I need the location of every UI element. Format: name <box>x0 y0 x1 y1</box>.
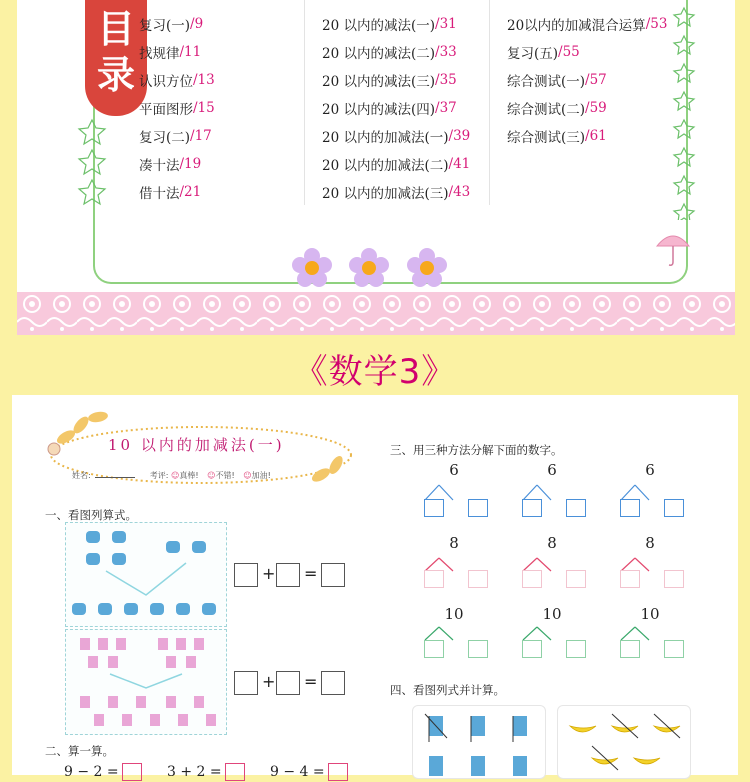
toc-item-page: /37 <box>435 100 457 116</box>
answer-box[interactable] <box>234 671 258 695</box>
calc-expression: 9 − 2 = <box>64 764 119 780</box>
toc-item[interactable] <box>139 122 215 150</box>
toc-item-page: /15 <box>193 100 215 116</box>
eval-label: 考评: <box>149 471 169 480</box>
decomposition-box[interactable] <box>522 499 542 517</box>
eval-option[interactable]: 不错! <box>215 471 235 480</box>
star-decoration-left <box>72 115 112 225</box>
card-picture <box>66 630 226 734</box>
toc-item-name: 复习(二) <box>139 130 191 146</box>
decomposition-box[interactable] <box>620 499 640 517</box>
equals-sign: = <box>304 564 318 583</box>
toc-item[interactable] <box>507 38 667 66</box>
toc-item-name: 平面图形 <box>139 102 193 118</box>
column-divider <box>489 0 490 205</box>
toc-item[interactable] <box>139 150 215 178</box>
toc-item[interactable] <box>322 94 470 122</box>
toc-item-page: /43 <box>448 184 471 200</box>
worksheet-page <box>12 395 738 780</box>
toc-column-1 <box>139 10 215 206</box>
toc-item[interactable] <box>139 94 215 122</box>
tree-number: 10 <box>542 605 562 623</box>
toc-item[interactable] <box>322 66 470 94</box>
answer-box[interactable] <box>321 563 345 587</box>
toc-item[interactable] <box>139 38 215 66</box>
toc-item[interactable] <box>322 178 470 206</box>
toc-item-name: 20 以内的加减法(二) <box>322 158 449 174</box>
decomposition-box[interactable] <box>566 640 586 658</box>
toc-item-page: /41 <box>448 156 471 172</box>
toc-item[interactable] <box>507 122 667 150</box>
lace-border <box>17 292 735 335</box>
calc-answer-box[interactable] <box>225 763 245 781</box>
tree-number: 8 <box>449 534 459 552</box>
toc-item-name: 20 以内的加减法(一) <box>322 130 449 146</box>
kettle-picture <box>66 523 226 626</box>
calc-item <box>270 763 348 781</box>
toc-item-name: 找规律 <box>139 46 180 62</box>
tree-number: 8 <box>645 534 655 552</box>
toc-item-name: 凑十法 <box>139 158 180 174</box>
tree-number: 10 <box>444 605 464 623</box>
decomposition-box[interactable] <box>522 640 542 658</box>
calc-item <box>64 763 142 781</box>
tree-number: 6 <box>547 461 557 479</box>
toc-item-name: 综合测试(二) <box>507 102 586 118</box>
toc-badge-char-1: 目 <box>96 7 135 51</box>
toc-item-page: /11 <box>179 44 202 60</box>
section-4-title: 四、看图列式并计算。 <box>390 683 505 697</box>
flower-icon <box>349 248 389 288</box>
toc-item-page: /61 <box>585 128 607 144</box>
calc-item <box>167 763 245 781</box>
answer-box[interactable] <box>276 671 300 695</box>
section-3-title: 三、用三种方法分解下面的数字。 <box>390 443 563 457</box>
toc-item[interactable] <box>139 178 215 206</box>
toc-badge <box>85 0 147 116</box>
toc-item[interactable] <box>139 10 215 38</box>
decomposition-box[interactable] <box>620 570 640 588</box>
decomposition-box[interactable] <box>664 499 684 517</box>
toc-item-page: /59 <box>585 100 607 116</box>
toc-item-name: 20以内的加减混合运算 <box>507 18 646 34</box>
toc-item-name: 20 以内的减法(四) <box>322 102 436 118</box>
decomposition-box[interactable] <box>424 499 444 517</box>
answer-box[interactable] <box>321 671 345 695</box>
picture-box-2 <box>65 629 227 735</box>
equals-sign: = <box>304 672 318 691</box>
name-label: 姓名: <box>72 471 91 480</box>
toc-item[interactable] <box>322 38 470 66</box>
tree-number: 10 <box>640 605 660 623</box>
toc-item-name: 复习(五) <box>507 46 559 62</box>
calc-expression: 3 + 2 = <box>167 764 222 780</box>
toc-item-page: /17 <box>190 128 212 144</box>
decomposition-box[interactable] <box>468 499 488 517</box>
toc-column-3 <box>507 10 667 150</box>
tree-number: 6 <box>449 461 459 479</box>
plus-sign: + <box>262 672 276 691</box>
eval-option[interactable]: 真棒! <box>179 471 199 480</box>
toc-item-page: /39 <box>448 128 471 144</box>
toc-item[interactable] <box>507 66 667 94</box>
star-decoration-right <box>669 0 699 220</box>
flower-icon <box>407 248 447 288</box>
book-title-banner: 《数学3》 <box>293 352 457 392</box>
toc-item[interactable] <box>322 150 470 178</box>
decomposition-box[interactable] <box>522 570 542 588</box>
picture-box-1 <box>65 522 227 627</box>
toc-item-page: /33 <box>435 44 457 60</box>
decomposition-box[interactable] <box>620 640 640 658</box>
toc-item[interactable] <box>507 10 667 38</box>
toc-column-2 <box>322 10 470 206</box>
plus-sign: + <box>262 564 276 583</box>
toc-badge-char-2: 录 <box>96 53 135 97</box>
lesson-meta: 姓名: 考评: ☺真棒! ☺不错! ☺加油! <box>72 471 271 480</box>
decomposition-box[interactable] <box>424 570 444 588</box>
toc-item[interactable] <box>322 10 470 38</box>
toc-item-name: 认识方位 <box>139 74 193 90</box>
toc-item-name: 综合测试(一) <box>507 74 586 90</box>
lesson-title: 10 以内的加减法(一) <box>108 436 285 454</box>
column-divider <box>304 0 305 205</box>
toc-item-name: 20 以内的减法(三) <box>322 74 436 90</box>
flower-icon <box>292 248 332 288</box>
decomposition-box[interactable] <box>664 640 684 658</box>
answer-box[interactable] <box>234 563 258 587</box>
decomposition-box[interactable] <box>424 640 444 658</box>
toc-item[interactable] <box>507 94 667 122</box>
banana-figure-box <box>557 705 691 779</box>
toc-card <box>17 0 735 335</box>
umbrella-icon <box>653 228 693 268</box>
calc-expression: 9 − 4 = <box>270 764 325 780</box>
calc-answer-box[interactable] <box>122 763 142 781</box>
eval-option[interactable]: 加油! <box>251 471 271 480</box>
decomposition-box[interactable] <box>566 570 586 588</box>
flag-picture <box>413 706 545 778</box>
toc-item-name: 20 以内的加减法(三) <box>322 186 449 202</box>
flag-figure-box <box>412 705 546 779</box>
toc-item-page: /31 <box>435 16 457 32</box>
toc-item-page: /55 <box>558 44 580 60</box>
banana-picture <box>558 706 690 778</box>
decomposition-box[interactable] <box>468 640 488 658</box>
toc-item-page: /9 <box>190 16 204 32</box>
toc-item-name: 20 以内的减法(二) <box>322 46 436 62</box>
toc-item-page: /57 <box>585 72 607 88</box>
toc-item[interactable] <box>322 122 470 150</box>
toc-item-name: 20 以内的减法(一) <box>322 18 436 34</box>
section-2-title: 二、算一算。 <box>45 744 114 758</box>
calc-answer-box[interactable] <box>328 763 348 781</box>
decomposition-box[interactable] <box>468 570 488 588</box>
toc-item-page: /13 <box>193 72 215 88</box>
toc-item-page: /35 <box>435 72 457 88</box>
decomposition-box[interactable] <box>566 499 586 517</box>
toc-item-name: 借十法 <box>139 186 180 202</box>
section-1-title: 一、看图列算式。 <box>45 508 137 522</box>
toc-item-name: 综合测试(三) <box>507 130 586 146</box>
answer-box[interactable] <box>276 563 300 587</box>
toc-item-page: /21 <box>179 184 202 200</box>
toc-item-name: 复习(一) <box>139 18 191 34</box>
toc-item[interactable] <box>139 66 215 94</box>
tree-number: 8 <box>547 534 557 552</box>
decomposition-box[interactable] <box>664 570 684 588</box>
tree-number: 6 <box>645 461 655 479</box>
toc-item-page: /53 <box>645 16 668 32</box>
toc-item-page: /19 <box>179 156 202 172</box>
